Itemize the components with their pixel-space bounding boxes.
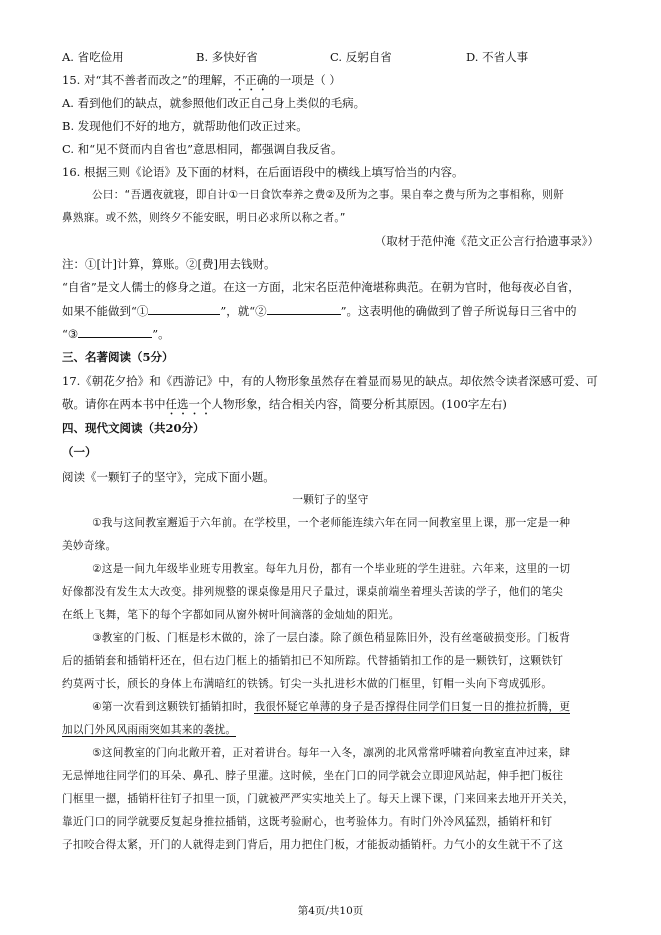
q16-quote-line1: 公曰：“吾遇夜就寝，即自计①一日食饮奉养之费②及所为之事。果自奉之费与所为之事相称，则鼾 <box>92 189 565 201</box>
q14-option-c: C. 反躬自省 <box>330 50 392 64</box>
p4-line1-a: ④第一次看到这颗铁钉插销扣时， <box>92 701 255 713</box>
q16-blank-3[interactable] <box>78 325 152 338</box>
p4-line1 <box>92 699 570 715</box>
q16-paragraph-line3 <box>62 325 170 342</box>
p4-underlined-sentence: 我很怀疑它单薄的身子是否撑得住同学们日复一日的推拉折腾，更 <box>254 701 571 713</box>
q16-paragraph-line2 <box>62 302 577 319</box>
q17-line2 <box>62 396 507 418</box>
q15-option-c: C. 和“见不贤而内自省也”意思相同，都强调自我反省。 <box>62 142 343 156</box>
p2-line3: 在纸上飞舞，笔下的每个字都如同从窗外树叶间滴落的金灿灿的阳光。 <box>62 609 400 621</box>
q17-l2-a: 敬。请你在两本书中 <box>62 397 166 411</box>
q16-blank-1[interactable] <box>148 302 220 315</box>
q15-stem-emphasis: 不正确 <box>233 73 269 87</box>
q16-source: （取材于范仲淹《范文正公言行拾遗事录》） <box>374 234 599 248</box>
reading-intro: 阅读《一颗钉子的坚守》，完成下面小题。 <box>62 470 275 484</box>
section4-heading: 四、现代文阅读（共20分） <box>62 421 205 435</box>
article-title: 一颗钉子的坚守 <box>292 494 369 506</box>
q16-para-l2-b: ”，就“② <box>220 304 267 318</box>
q16-note: 注：①[计]计算，算账。②[费]用去钱财。 <box>62 257 276 271</box>
q15-stem-prefix: 15. 对“其不善者而改之”的理解， <box>62 73 234 87</box>
q14-option-d: D. 不省人事 <box>466 50 529 64</box>
q14-option-a: A. 省吃俭用 <box>62 50 124 64</box>
q15-option-a: A. 看到他们的缺点，就参照他们改正自己身上类似的毛病。 <box>62 96 366 110</box>
q15-stem <box>62 72 341 94</box>
q16-quote-line2: 鼻熟寐。或不然，则终夕不能安眠，明日必求所以称之者。” <box>62 212 346 224</box>
p1-line1: ①我与这间教室邂逅于六年前。在学校里，一个老师能连续六年在同一间教室里上课，那一定是一种 <box>92 517 571 529</box>
q17-l2-emphasis: 任选一个 <box>165 397 212 411</box>
p5-line4: 靠近门口的同学就要反复起身推拉插销，这既考验耐心，也考验体力。有时门外冷风猛烈，插销杆和钉 <box>62 816 553 828</box>
section3-heading: 三、名著阅读（5分） <box>62 350 174 364</box>
q14-option-b: B. 多快好省 <box>196 50 258 64</box>
q16-stem: 16. 根据三则《论语》及下面的材料，在后面语段中的横线上填写恰当的内容。 <box>62 165 464 179</box>
p3-line1: ③教室的门板、门框是杉木做的，涂了一层白漆。除了颜色稍显陈旧外，没有丝毫破损变形。门板背 <box>92 632 571 644</box>
p5-line3: 门框里一摁，插销杆往钉子扣里一顶，门就被严严实实地关上了。每天上课下课，门来回来去地开开关关， <box>62 793 575 805</box>
p2-line2: 好像都没有发生太大改变。排列规整的课桌像是用尺子量过，课桌前端坐着埋头苦读的学子，他们的笔尖 <box>62 586 564 598</box>
q16-para-l2-a: 如果不能做到“① <box>62 304 149 318</box>
p3-line2: 后的插销套和插销杆还在，但右边门框上的插销扣已不知所踪。代替插销扣工作的是一颗铁钉，这颗铁钉 <box>62 655 564 667</box>
p4-underlined-sentence-cont: 加以门外风风雨雨突如其来的袭扰。 <box>62 724 237 736</box>
q16-para-l3-b: ”。 <box>152 327 170 341</box>
p4-line2 <box>62 722 236 738</box>
p5-line2: 无忌惮地往同学们的耳朵、鼻孔、脖子里灌。这时候，坐在门口的同学就会立即迎风站起，伸手把门板往 <box>62 770 564 782</box>
q15-option-b: B. 发现他们不好的地方，就帮助他们改正过来。 <box>62 119 308 133</box>
q16-para-l2-c: ”。这表明他的确做到了曾子所说每日三省中的 <box>340 304 577 318</box>
q16-blank-2[interactable] <box>267 302 341 315</box>
q17-l2-b: 人物形象，结合相关内容，简要分析其原因。(100字左右) <box>211 397 507 411</box>
page-footer: 第4页/共10页 <box>297 905 364 917</box>
q16-para-l3-a: “③ <box>62 327 79 341</box>
section4-subheading: （一） <box>62 445 97 459</box>
p5-line1: ⑤这间教室的门向北敞开着，正对着讲台。每年一入冬，凛冽的北风常常呼啸着向教室直冲过来，肆 <box>92 747 571 759</box>
p5-line5: 子扣咬合得太紧，开门的人就得走到门背后，用力把住门板，才能扳动插销杆。力气小的女生就干不了这 <box>62 839 564 851</box>
q15-stem-suffix: 的一项是（ ） <box>268 73 341 87</box>
q17-line1: 17.《朝花夕拾》和《西游记》中，有的人物形象虽然存在着显而易见的缺点。却依然令读者深感可爱、可 <box>62 374 598 388</box>
p3-line3: 约莫两寸长，颀长的身体上布满暗红的铁锈。钉尖一头扎进杉木做的门框里，钉帽一头向下弯成弧形。 <box>62 678 553 690</box>
p2-line1: ②这是一间九年级毕业班专用教室。每年九月份，都有一个毕业班的学生进驻。六年来，这里的一切 <box>92 563 571 575</box>
q16-paragraph-line1: “自省”是文人儒士的修身之道。在这一方面，北宋名臣范仲淹堪称典范。在朝为官时，他每夜必自省， <box>62 280 580 294</box>
p1-line2: 美妙奇缘。 <box>62 540 117 552</box>
